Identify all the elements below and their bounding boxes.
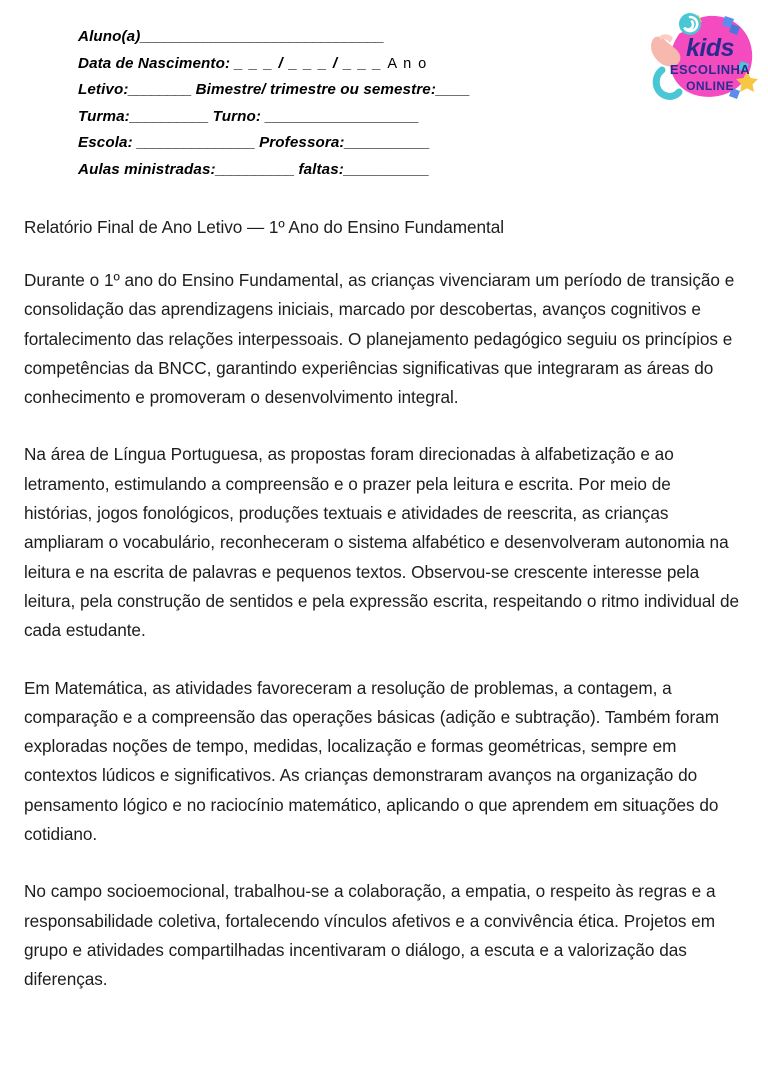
form-blank-aluno[interactable]: _______________________________	[140, 28, 384, 45]
form-line-escola-professora	[78, 130, 638, 157]
logo-word-escolinha: ESCOLINHA	[669, 62, 751, 77]
form-blank-letivo[interactable]: ________	[128, 81, 192, 98]
form-line-letivo	[78, 77, 638, 104]
paragraph-socioemocional: No campo socioemocional, trabalhou-se a colaboração, a empatia, o respeito às regras e a responsabilidade coletiva, fortalecendo vínculos afetivos e a convivência ética. Projetos em grupo e atividades compartilhadas incentivaram o diálogo, a escuta e a valorização das diferenças.	[24, 881, 716, 990]
form-blank-escola[interactable]: _______________	[137, 134, 255, 151]
logo-word-online: ONLINE	[686, 79, 734, 93]
student-header-form	[78, 24, 638, 183]
form-suffix-turno[interactable]: Turno: __________________	[208, 107, 420, 125]
paragraph-lingua-portuguesa: Na área de Língua Portuguesa, as propostas foram direcionadas à alfabetização e ao letramento, estimulando a compreensão e o prazer pela leitura e escrita. Por meio de histórias, jogos fonológicos, produções textuais e atividades de reescrita, as crianças ampliaram o vocabulário, reconheceram o sistema alfabético e desenvolveram autonomia na leitura e na escrita de palavras e pequenos textos. Observou-se crescente interesse pela leitura, pela construção de sentidos e pela expressão escrita, respeitando o ritmo individual de cada estudante.	[24, 444, 739, 641]
form-label-turma: Turma:	[78, 107, 130, 125]
form-suffix-faltas[interactable]: faltas:__________	[294, 160, 430, 178]
form-suffix-ano: A n o	[387, 55, 428, 72]
form-suffix-bimestre[interactable]: Bimestre/ trimestre ou semestre:____	[191, 81, 471, 98]
page-title: Relatório Final de Ano Letivo — 1º Ano do Ensino Fundamental	[24, 217, 505, 237]
paragraph-introducao: Durante o 1º ano do Ensino Fundamental, as crianças vivenciaram um período de transição e consolidação das aprendizagens iniciais, marcado por descobertas, avanços cognitivos e fortalecimento das relações interpessoais. O planejamento pedagógico seguiu os princípios e competências da BNCC, garantindo experiências significativas que integraram as áreas do conhecimento e promoveram o desenvolvimento integral.	[24, 270, 735, 408]
form-label-escola: Escola:	[78, 134, 138, 151]
logo-artwork	[646, 8, 764, 108]
form-label-aluno: Aluno(a)	[78, 28, 141, 45]
form-blank-data-nascimento[interactable]: _ _ _ / _ _ _ / _ _ _	[234, 54, 388, 72]
form-label-letivo: Letivo:	[78, 81, 129, 98]
form-line-turma-turno	[78, 104, 638, 131]
form-blank-turma[interactable]: __________	[129, 107, 209, 125]
form-line-aulas-faltas	[78, 157, 638, 184]
form-line-aluno	[78, 24, 638, 51]
kids-escolinha-online-logo	[646, 8, 764, 108]
form-label-aulas-ministradas: Aulas ministradas:	[78, 160, 216, 178]
form-line-data-nascimento	[78, 51, 638, 78]
form-suffix-professora[interactable]: Professora:__________	[254, 134, 431, 151]
report-body	[24, 214, 742, 995]
form-label-data-nascimento: Data de Nascimento:	[78, 54, 235, 72]
paragraph-matematica: Em Matemática, as atividades favoreceram a resolução de problemas, a contagem, a comparação e a compreensão das operações básicas (adição e subtração). Também foram exploradas noções de tempo, medidas, localização e formas geométricas, sempre em contextos lúdicos e significativos. As crianças demonstraram avanços na organização do pensamento lógico e no raciocínio matemático, aplicando o que aprendem em situações do cotidiano.	[24, 677, 720, 845]
logo-word-kids: kids	[685, 34, 735, 62]
form-blank-aulas-ministradas[interactable]: __________	[215, 160, 295, 178]
